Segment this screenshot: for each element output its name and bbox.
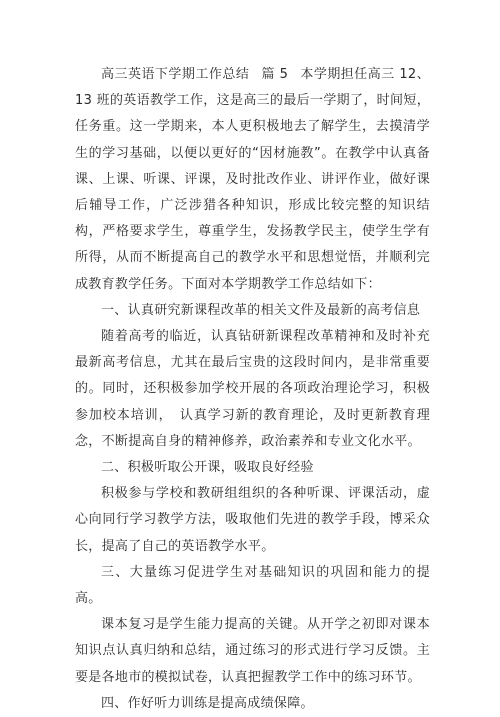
intro-paragraph <box>75 62 430 298</box>
intro-text: 本学期担任高三 12、13 班的英语教学工作，这是高三的最后一学期了，时间短，任务重。这一学期来，本人更积极地去了解学生，去摸清学生的学习基础，以便以更好的“因材施教”。在教学中认真备课、上课、听课、评课，及时批改作业、讲评作业，做好课后辅导工作，广泛涉猎各种知识，形成比较完整的知识结构，严格要求学生，尊重学生，发扬教学民主，使学生学有所得，从而不断提高自己的教学水平和思想觉悟，并顺利完成教育教学任务。下面对本学期教学工作总结如下： <box>75 67 430 292</box>
section-heading-1: 一、认真研究新课程改革的相关文件及最新的高考信息 <box>101 302 421 318</box>
section-heading-2: 二、积极听取公开课，吸取良好经验 <box>101 460 314 476</box>
section-heading-4: 四、作好听力训练是提高成绩保障。 <box>101 695 314 711</box>
section-body-2: 积极参与学校和教研组组织的各种听课、评课活动，虚心向同行学习教学方法，吸取他们先进的教学手段，博采众长，提高了自己的英语教学水平。 <box>75 486 430 554</box>
document-number: 篇 5 <box>261 67 289 82</box>
document-body <box>75 62 430 717</box>
section-heading-3: 三、大量练习促进学生对基础知识的巩固和能力的提高。 <box>75 564 430 607</box>
section-body-3: 课本复习是学生能力提高的关键。从开学之初即对课本知识点认真归纳和总结，通过练习的形式进行学习反馈。主要是各地市的模拟试卷，认真把握教学工作中的练习环节。 <box>75 617 430 685</box>
document-title: 高三英语下学期工作总结 <box>101 67 250 82</box>
section-body-1: 随着高考的临近，认真钻研新课程改革精神和及时补充最新高考信息，尤其在最后宝贵的这段时间内，是非常重要的。同时，还积极参加学校开展的各项政治理论学习，积极参加校本培训， 认真学习新的教育理论，及时更新教育理念，不断提高自身的精神修养，政治素养和专业文化水平。 <box>75 329 430 449</box>
